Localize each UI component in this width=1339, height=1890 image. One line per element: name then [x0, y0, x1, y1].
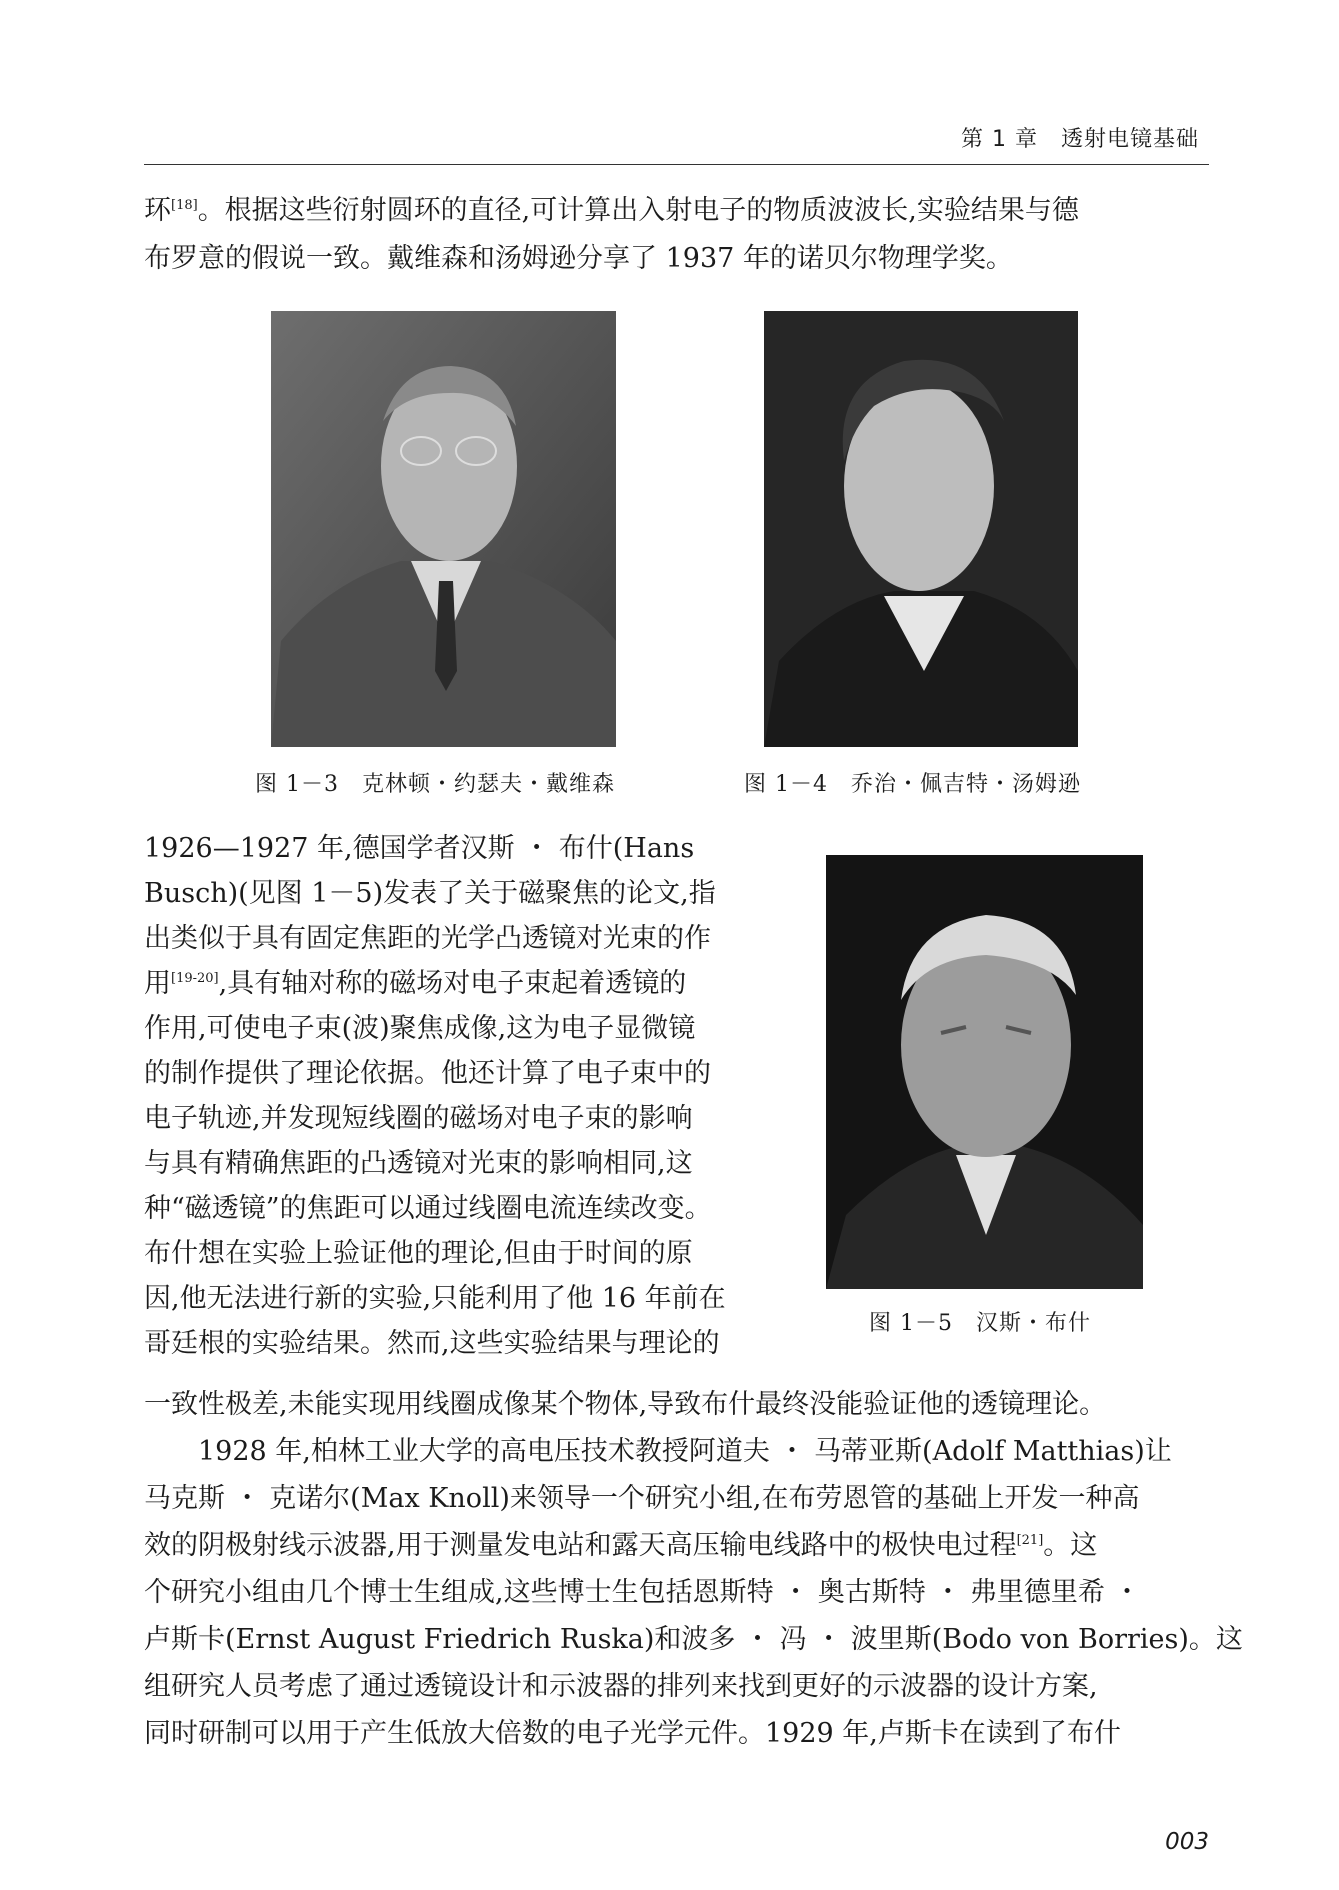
text-line: 1928 年,柏林工业大学的高电压技术教授阿道夫 ・ 马蒂亚斯(Adolf Matthias)让: [144, 1436, 1172, 1467]
text-line: 组研究人员考虑了通过透镜设计和示波器的排列来找到更好的示波器的设计方案,: [144, 1671, 1098, 1702]
text-line: 布什想在实验上验证他的理论,但由于时间的原: [144, 1238, 693, 1269]
text-line: 电子轨迹,并发现短线圈的磁场对电子束的影响: [144, 1103, 693, 1134]
text-line: 作用,可使电子束(波)聚焦成像,这为电子显微镜: [144, 1013, 696, 1044]
text-line: 1926—1927 年,德国学者汉斯 ・ 布什(Hans: [144, 833, 695, 864]
text-line: 哥廷根的实验结果。然而,这些实验结果与理论的: [144, 1328, 720, 1359]
text-line: 的制作提供了理论依据。他还计算了电子束中的: [144, 1058, 711, 1089]
figure-caption: 图 1－5 汉斯・布什: [869, 1311, 1091, 1336]
text-line: 马克斯 ・ 克诺尔(Max Knoll)来领导一个研究小组,在布劳恩管的基础上开发一种高: [144, 1483, 1140, 1514]
photo-figure-1-5: [826, 855, 1143, 1289]
chapter-header-title: 第 1 章 透射电镜基础: [961, 127, 1199, 152]
text-line: 个研究小组由几个博士生组成,这些博士生包括恩斯特 ・ 奥古斯特 ・ 弗里德里希 ・: [144, 1577, 1141, 1608]
text-line: 效的阴极射线示波器,用于测量发电站和露天高压输电线路中的极快电过程[21]。这: [144, 1530, 1098, 1561]
text-line: 布罗意的假说一致。戴维森和汤姆逊分享了 1937 年的诺贝尔物理学奖。: [144, 243, 1013, 274]
citation-ref: [21]: [1016, 1533, 1044, 1548]
text-line: 同时研制可以用于产生低放大倍数的电子光学元件。1929 年,卢斯卡在读到了布什: [144, 1718, 1121, 1749]
figure-caption: 图 1－4 乔治・佩吉特・汤姆逊: [744, 772, 1081, 797]
photo-figure-1-3: [271, 311, 616, 747]
text-line: 出类似于具有固定焦距的光学凸透镜对光束的作: [144, 923, 711, 954]
running-header: [144, 118, 1209, 165]
text-line: 环[18]。根据这些衍射圆环的直径,可计算出入射电子的物质波波长,实验结果与德: [144, 195, 1079, 226]
text-line: 与具有精确焦距的凸透镜对光束的影响相同,这: [144, 1148, 693, 1179]
page-number: 003: [1165, 1829, 1209, 1855]
text-line: 用[19-20],具有轴对称的磁场对电子束起着透镜的: [144, 968, 687, 999]
text-line: 种“磁透镜”的焦距可以通过线圈电流连续改变。: [144, 1193, 712, 1224]
text-line: Busch)(见图 1－5)发表了关于磁聚焦的论文,指: [144, 878, 716, 909]
citation-ref: [19-20]: [171, 971, 219, 986]
text-line: 卢斯卡(Ernst August Friedrich Ruska)和波多 ・ 冯 ・ 波里斯(Bodo von Borries)。这: [144, 1624, 1243, 1655]
figure-caption: 图 1－3 克林顿・约瑟夫・戴维森: [255, 772, 615, 797]
text-line: 一致性极差,未能实现用线圈成像某个物体,导致布什最终没能验证他的透镜理论。: [144, 1389, 1107, 1420]
photo-figure-1-4: [764, 311, 1078, 747]
citation-ref: [18]: [171, 198, 198, 213]
text-line: 因,他无法进行新的实验,只能利用了他 16 年前在: [144, 1283, 726, 1314]
